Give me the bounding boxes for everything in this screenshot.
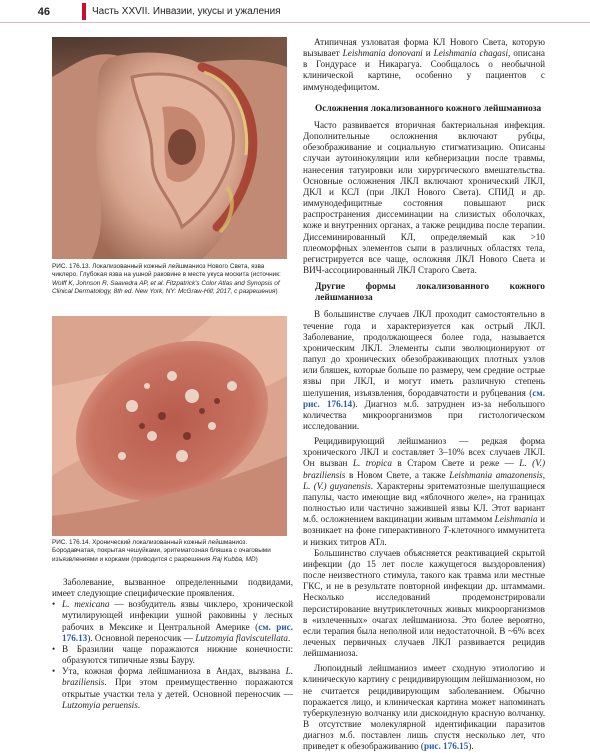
species-name: L. braziliensis bbox=[62, 666, 293, 688]
manifestations-list bbox=[52, 599, 293, 711]
paragraph bbox=[303, 436, 545, 548]
left-column-text bbox=[52, 577, 293, 711]
text: и возникает на фоне гиперактивного bbox=[303, 514, 545, 536]
figure-plaque-photo bbox=[52, 316, 287, 536]
figure-ref-link[interactable]: см. рис. 176.14 bbox=[303, 387, 545, 409]
caption-text: Локализованный кожный лейшманиоз Нового Света, язва чиклеро. Глубокая язва на ушной раковине в месте укуса москита (источник: bbox=[52, 263, 281, 279]
text: Люпоидный лейшманиоз имеет сходную этиологию и клиническую картину с рецидивирующим лейшманиозом, но не считается рецидивирующим заболеванием. Обычно поражается лицо, и клиническая картина может напоминать туберкулезную волчанку или дискоидную красную волчанку. В отсутствие молекулярной идентификации паразитов диагноз м.б. поставлен лишь спустя несколько лет, что приведет к обезображиванию ( bbox=[303, 663, 545, 752]
figure-caption-1 bbox=[52, 263, 292, 297]
text: Атипичная узловатая форма КЛ Нового Света, которую вызывает bbox=[303, 37, 545, 59]
figure-label: РИС. 176.14. bbox=[52, 539, 91, 546]
list-item bbox=[52, 644, 293, 666]
list-text: . bbox=[287, 632, 291, 643]
right-column-text bbox=[303, 37, 545, 753]
text: , описана в Гондурасе и Никарагуа. Сообщалось о необычной клинической картине, особенно у пациентов с иммунодефицитом. bbox=[303, 48, 545, 92]
text: Рецидивирующий лейшманиоз — редкая форма хронического ЛКЛ и составляет 3–10% всех случаев ЛКЛ. Он вызван bbox=[303, 436, 545, 469]
text: В большинстве случаев ЛКЛ проходит самостоятельно в течение года и характеризуется как острый ЛКЛ. Заболевание, продолжающееся более года, называется хроническим ЛКЛ. Элементы сыпи эволюционируют от папул до хронических обезображивающих плотных узлов или бляшек, которые больше по размеру, чем средние острые язвы при ЛКЛ, и могут иметь различную степень шелушения, изъязвления, бородавчатости и рубцевания ( bbox=[303, 309, 545, 398]
ear-photo-illustration bbox=[52, 37, 287, 259]
list-text: . bbox=[137, 699, 141, 710]
figure-ref-link[interactable]: рис. 176.15 bbox=[423, 741, 469, 752]
page-header bbox=[0, 0, 590, 22]
section-heading: Осложнения локализованного кожного лейшманиоза bbox=[315, 103, 542, 114]
paragraph: Большинство случаев объясняется реактивацией скрытой инфекции (до 15 лет после кажущегося выздоровления) после неизвестного стимула, такого как травма или местные ГКС, и не в результате повторной инфекции др. штаммами. Несколько исследований продемонстрировали персистирование внутриклеточных живых микроорганизмов в «излеченных» очагах лейшманиоза. Это более вероятно, если терапия была неполной или недостаточной. В ~6% всех леченых первичных случаев ЛКЛ развивается рецидив лейшманиоза. bbox=[303, 547, 545, 659]
species-name: Leishmania bbox=[494, 514, 538, 525]
caption-end: ) bbox=[255, 555, 258, 563]
text: в Новом Свете, а также bbox=[345, 469, 450, 480]
list-text: В Бразилии чаще поражаются нижние конечности: образуются типичные язвы Бауру. bbox=[62, 643, 293, 666]
paragraph bbox=[303, 309, 545, 432]
list-text: ). Основной переносчик — bbox=[87, 632, 196, 643]
figure-ear-ulcer-photo bbox=[52, 37, 287, 259]
species-name: L. mexicana bbox=[62, 599, 110, 610]
species-name: Leishmania chagasi bbox=[433, 48, 509, 59]
section-heading: Другие формы локализованного кожного лейшманиоза bbox=[315, 282, 545, 304]
text: в Старом Свете и реже — bbox=[391, 458, 520, 469]
caption-text: Хронический локализованный кожный лейшманиоз. Бородавчатая, покрытая чешуйками, эритематозная бляшка с очаговыми изъязвлениями и корками (приводится с разрешения bbox=[52, 539, 271, 563]
text: ). Диагноз м.б. затруднен из-за небольшого количества микроорганизмов при гистологическом исследовании. bbox=[303, 398, 545, 431]
list-text: . При этом преимущественно поражаются открытые участки тела у детей. Основной переносчик — bbox=[62, 677, 293, 699]
text: . Характерны эритематозные шелушащиеся папулы, часто имеющие вид «яблочного желе», на границах полностью или частично зажившей язвы КЛ. Этот вариант м.б. осложнением вакцинации живым штаммом bbox=[303, 480, 546, 525]
list-item bbox=[52, 599, 293, 644]
paragraph bbox=[303, 663, 545, 752]
figure-caption-2 bbox=[52, 539, 292, 564]
caption-end: ) bbox=[275, 288, 278, 296]
list-item bbox=[52, 666, 293, 711]
page-number: 46 bbox=[37, 5, 50, 18]
caption-source: Raj Kubba, MD bbox=[212, 555, 256, 563]
header-rule bbox=[0, 22, 590, 23]
intro-paragraph: Заболевание, вызванное определенными подвидами, имеет следующие специфические проявления. bbox=[52, 577, 293, 599]
figure-label: РИС. 176.13. bbox=[52, 263, 91, 270]
figure-ref-link[interactable]: см. рис. 176.13 bbox=[62, 621, 293, 643]
chapter-title: Часть XXVII. Инвазии, укусы и ужаления bbox=[92, 6, 281, 17]
list-text: Ута, кожная форма лейшманиоза в Андах, вызвана bbox=[62, 666, 286, 677]
species-name: Leishmania amazonensis, L. (V.) guyanensis bbox=[303, 469, 545, 491]
text: -клеточного иммунитета и низких титров АТл. bbox=[303, 525, 545, 547]
caption-source: Wolff K, Johnson R, Saavedra AP, et al. Fitzpatrick's Color Atlas and Synopsis of Clinical Dermatology, 8th ed. New York, NY: McGraw-Hill; 2017, с разрешения bbox=[52, 279, 280, 296]
text: ). bbox=[468, 741, 474, 752]
paragraph bbox=[303, 37, 545, 93]
plaque-photo-illustration bbox=[52, 316, 287, 536]
vector-name: Lutzomyia flaviscutellata bbox=[195, 632, 288, 643]
vector-name: Lutzomyia peruensis bbox=[62, 699, 138, 710]
species-name: L. (V.) braziliensis bbox=[303, 458, 546, 480]
list-text: — возбудитель язвы чиклеро, хронической мутилирующей инфекции ушной раковины у лесных рабочих в Мексике и Центральной Америке ( bbox=[62, 599, 294, 632]
species-name: Leishmania donovani bbox=[342, 48, 423, 59]
paragraph: Часто развивается вторичная бактериальная инфекция. Дополнительные осложнения включают рубцы, обезображивание и социальную стигматизацию. Описаны случаи аутоинокуляции или кебнеризации после травмы, нанесения татуировки или хирургического вмешательства. Основные осложнения ЛКЛ включают хронический ЛКЛ, ДКЛ и КСЛ (при ЛКЛ Нового Света). СПИД и др. иммунодефицитные состояния повышают риск распространения диссеминации на слизистых оболочках, коже и внутренних органах, а также рецидива после терапии. Диссеминированный КЛ, определяемый как >10 плеоморфных элементов сыпи в различных областях тела, регистрируется все чаще, осложняя ЛКЛ Нового Света и ВИЧ-ассоциированный ЛКЛ Старого Света. bbox=[303, 119, 545, 275]
species-name: L. tropica bbox=[352, 458, 392, 469]
text: и bbox=[422, 48, 434, 59]
header-accent-bar bbox=[82, 3, 86, 20]
t-cell-letter: T bbox=[443, 525, 449, 536]
